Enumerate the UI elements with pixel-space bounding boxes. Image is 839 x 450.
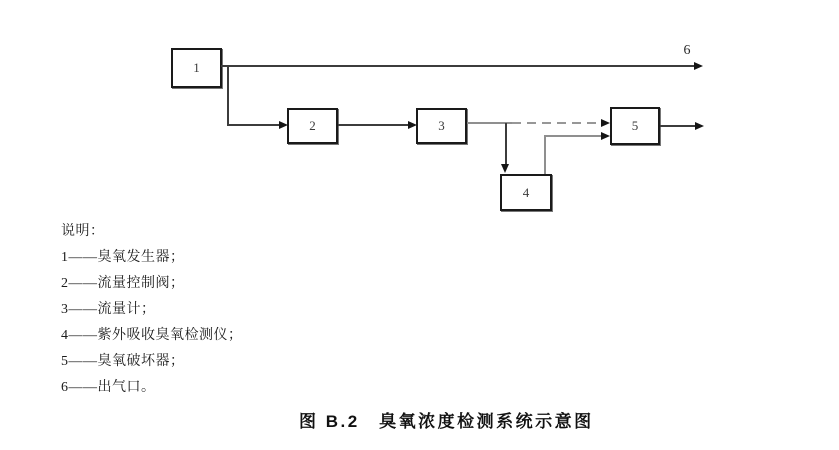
figure-caption: 图 B.2 臭氧浓度检测系统示意图 <box>299 412 594 431</box>
legend-item-4: 4——紫外吸收臭氧检测仪； <box>61 328 243 343</box>
outlet-number-label: 6 <box>683 43 691 58</box>
box-label: 1 <box>193 60 200 75</box>
box-label: 4 <box>522 184 530 200</box>
arrowhead-5-out-icon <box>695 122 704 130</box>
legend-heading: 说明： <box>61 224 105 239</box>
arrowhead-into-3-icon <box>408 121 417 129</box>
box-label: 3 <box>438 118 445 133</box>
legend-item-2: 2——流量控制阀； <box>61 276 185 291</box>
legend-item-6: 6——出气口。 <box>61 380 156 395</box>
legend-item-5: 5——臭氧破坏器； <box>61 354 185 369</box>
flow-line-4-to-5 <box>544 135 602 137</box>
box-ozone-generator <box>171 48 222 88</box>
arrowhead-into-2-icon <box>279 121 288 129</box>
legend-item-1: 1——臭氧发生器； <box>61 250 185 265</box>
box-ozone-destructor <box>610 107 660 145</box>
flow-line-5-out <box>660 125 696 127</box>
flow-line-1-to-outlet <box>221 65 695 67</box>
flow-line-branch-to-2 <box>227 124 280 126</box>
box-flow-control-valve <box>287 108 338 144</box>
flow-line-3-to-5-dashed <box>512 122 601 124</box>
box-uv-ozone-analyzer <box>500 174 552 211</box>
box-label: 5 <box>631 118 639 133</box>
legend <box>61 219 243 401</box>
flow-line-branch-down <box>227 65 229 125</box>
flow-line-4-up <box>544 135 546 174</box>
box-label: 2 <box>309 118 316 133</box>
arrowhead-into-4-icon <box>501 164 509 173</box>
flow-line-2-to-3 <box>338 124 409 126</box>
arrowhead-outlet-icon <box>694 62 703 70</box>
flow-line-3-to-4 <box>505 123 507 165</box>
arrowhead-into-5-lower-icon <box>601 132 610 140</box>
arrowhead-into-5-upper-icon <box>601 119 610 127</box>
legend-item-3: 3——流量计； <box>61 302 156 317</box>
box-flow-meter <box>416 108 467 144</box>
